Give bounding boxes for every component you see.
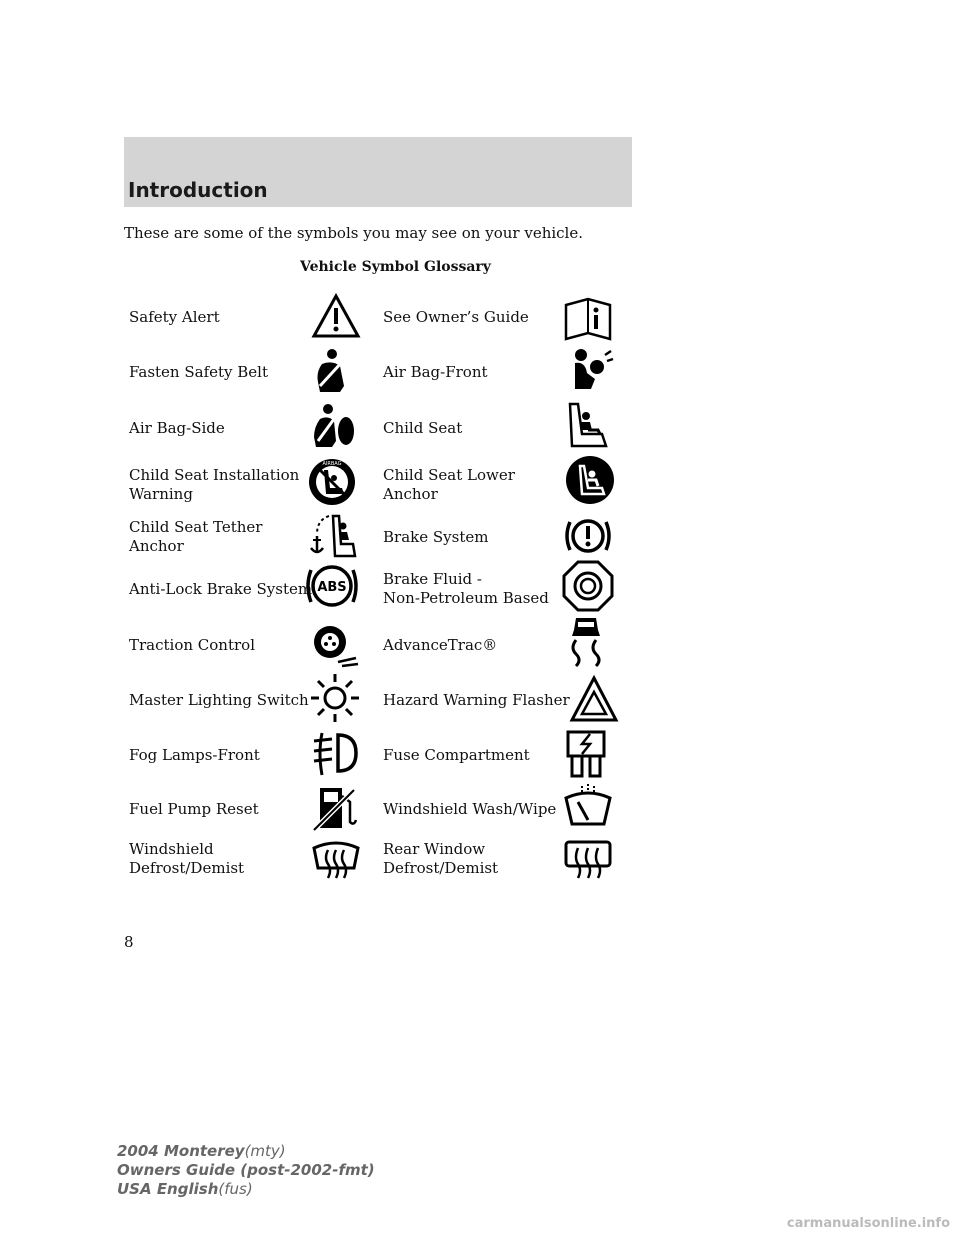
windshield-wash-icon [562,780,614,832]
section-title: Introduction [128,178,268,202]
child-seat-installation-warning-icon [306,456,358,508]
fog-lamps-icon [308,727,360,779]
owners-guide-icon [562,293,614,345]
symbol-label: Traction Control [129,636,255,654]
safety-alert-icon [310,290,362,342]
hazard-warning-icon [568,674,620,726]
symbol-label: See Owner’s Guide [383,308,529,326]
page-number: 8 [124,933,134,951]
symbol-label: Anti-Lock Brake System [129,580,313,598]
symbol-label: Hazard Warning Flasher [383,691,570,709]
child-seat-lower-anchor-icon [564,454,616,506]
symbol-label: Rear Window Defrost/Demist [383,840,499,877]
symbol-label: Fuel Pump Reset [129,800,259,818]
symbol-label: Child Seat [383,419,463,437]
symbol-label: Air Bag-Front [383,363,488,381]
symbol-label: AdvanceTrac® [383,636,498,654]
intro-text: These are some of the symbols you may see on your vehicle. [124,224,583,242]
symbol-label: Brake Fluid - Non-Petroleum Based [383,570,549,607]
abs-icon [306,560,358,612]
rear-window-defrost-icon [562,832,614,884]
symbol-label: Brake System [383,528,489,546]
footer-imprint [117,1142,375,1199]
symbol-label: Air Bag-Side [129,419,225,437]
advancetrac-icon [560,616,612,668]
master-lighting-switch-icon [309,672,361,724]
seat-belt-icon [304,346,356,398]
traction-control-icon [308,618,360,670]
footer-language: USA English [117,1180,219,1198]
symbol-label: Fog Lamps-Front [129,746,260,764]
symbol-label: Windshield Defrost/Demist [129,840,245,877]
brake-system-icon [562,510,614,562]
symbol-label: Child Seat Installation Warning [129,466,300,503]
air-bag-side-icon [306,401,358,453]
footer-guide: Owners Guide (post-2002-fmt) [117,1161,375,1179]
svg-text:AIRBAG: AIRBAG [322,461,342,467]
table-title: Vehicle Symbol Glossary [300,259,491,275]
svg-text:ABS: ABS [317,580,347,595]
footer-language-code: (fus) [218,1180,253,1198]
symbol-label: Fasten Safety Belt [129,363,269,381]
watermark: carmanualsonline.info [786,1216,950,1231]
symbol-label: Fuse Compartment [383,746,530,764]
symbol-label: Safety Alert [129,308,220,326]
symbol-label: Master Lighting Switch [129,691,309,709]
fuel-pump-reset-icon [310,782,362,834]
child-seat-icon [562,400,614,452]
child-seat-tether-anchor-icon [307,510,359,562]
fuse-icon [560,728,612,780]
windshield-defrost-icon [310,832,362,884]
symbol-label: Child Seat Lower Anchor [383,466,515,503]
footer-model: 2004 Monterey [117,1142,245,1160]
symbol-label: Child Seat Tether Anchor [129,518,263,555]
air-bag-front-icon [565,345,617,397]
symbol-label: Windshield Wash/Wipe [383,800,557,818]
footer-model-code: (mty) [244,1142,286,1160]
brake-fluid-icon [562,560,614,612]
